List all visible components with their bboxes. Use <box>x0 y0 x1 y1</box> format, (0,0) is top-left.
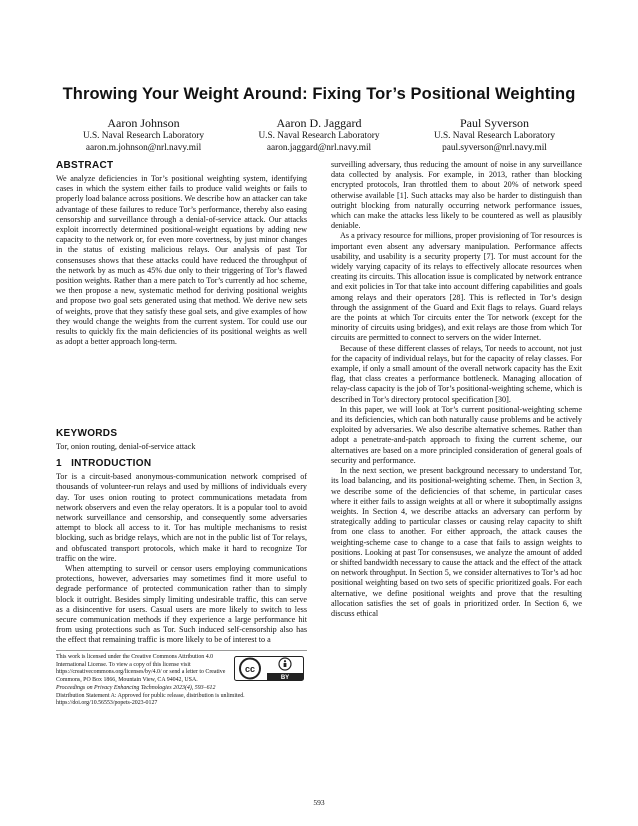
author-affiliation: U.S. Naval Research Laboratory <box>82 131 205 141</box>
body-paragraph-1: surveilling adversary, thus reducing the amount of noise in any surveillance data collected by analysis. For example, in 2013, rather than blocking encrypted protocols, Iran throttled them to about 20% of network speed otherwise available [1]. Such attacks may also be harder to distinguish than outright blocking from naturally occurring network performance issues, which can make the attacks less likely to be countered as well as plausibly deniable. <box>331 160 582 231</box>
right-column-body <box>331 160 582 738</box>
proceedings-citation: Proceedings on Privacy Enhancing Technologies 2023(4), 593–612 <box>56 684 216 691</box>
author-name: Aaron D. Jaggard <box>276 116 362 130</box>
abstract-body <box>56 174 307 422</box>
intro-paragraph-1: Tor is a circuit-based anonymous-communication network comprised of thousands of volunteer-run relays and used by millions of individuals every day. Tor uses onion routing to protect communications metadata from network observers and even the relay operators. It is a popular tool to avoid network surveillance and censorship, and consequently some adversaries attempt to block all access to it. Tor has multiple mechanisms to resist blocking, such as bridge relays, which are not in the public list of Tor relays, and obfuscated transport protocols, which make it hard to recognize Tor traffic on the wire. <box>56 472 307 563</box>
author-email: aaron.m.johnson@nrl.navy.mil <box>85 143 202 153</box>
abstract-heading: ABSTRACT <box>56 160 114 171</box>
page-number: 593 <box>313 798 325 807</box>
cc-logo-text: cc <box>244 664 256 674</box>
intro-paragraph-2: When attempting to surveil or censor users employing communications protections, however, adversaries may sometimes find it more useful to degrade performance of protected communication rather than to simply block it outright. Besides simply limiting undesirable traffic, this can serve as a disincentive for users. Casual users are more likely to switch to less secure communication methods if they experience a large performance hit from using protections such as Tor. Such induced self-censorship also has the effect that remaining traffic is more likely to be of interest to a <box>56 564 307 645</box>
keywords-heading: KEYWORDS <box>56 428 118 439</box>
author-affiliation: U.S. Naval Research Laboratory <box>258 131 380 141</box>
author-name: Aaron Johnson <box>107 116 180 130</box>
author-3 <box>407 116 582 154</box>
author-affiliation: U.S. Naval Research Laboratory <box>433 131 556 141</box>
author-1 <box>56 116 231 154</box>
license-statement: This work is licensed under the Creative Commons Attribution 4.0 International License. To view a copy of this license visit https://creativecommons.org/licenses/by/4.0/ or send a letter to Creative Commons, PO Box 1866, Mountain View, CA 94042, USA. <box>56 654 226 684</box>
author-block <box>56 116 582 154</box>
author-email: paul.syverson@nrl.navy.mil <box>442 143 547 153</box>
by-logo-text: BY <box>280 675 290 681</box>
author-2 <box>232 116 407 154</box>
body-paragraph-5: In the next section, we present background necessary to understand Tor, its load balancing, and its positional-weighting scheme. Then, in Section 3, we describe some of the deficiencies of that scheme, in particular cases where it either fails to assign weights at all or where it suboptimally assigns weights. In Section 4, we describe attacks an adversary can perform by strategically adding to particular classes or causing relay capacity to shift from one class to another. For either approach, the attack causes the weighting-scheme case to change to a case that fails to assign weights to positions. Looking at past Tor consensuses, we analyze the amount of added or shifted bandwidth necessary to cause the attack and the effect of the attack on network throughput. In Section 5, we consider alternatives to Tor’s ad hoc positional weighting based on two sets of specific prioritized goals. For each alternative, we define positional weights and prove that the resulting allocation satisfies the set of goals in prioritized order. In Section 6, we discuss ethical <box>331 466 582 618</box>
right-column <box>331 160 582 738</box>
body-paragraph-2: As a privacy resource for millions, proper provisioning of Tor resources is important even absent any adversary manipulation. Performance affects usability, and usability is a security property [7]. Tor must account for the widely varying capacity of its relays to effectively allocate resources when creating its circuits. This allocation issue is complicated by network entrance and exit policies in Tor that take into account differing capabilities and goals among relays and their operators [28]. This is reflected in Tor’s design through the assignment of the Guard and Exit flags to relays. Guard relays are the points at which Tor circuits enter the Tor network (except for the minority of circuits using bridges), and exit relays are those from which Tor circuits are permitted to connect to servers on the wider Internet. <box>331 231 582 343</box>
doi-link[interactable]: https://doi.org/10.56553/popets-2023-0127 <box>56 700 158 707</box>
paper-title: Throwing Your Weight Around: Fixing Tor’s Positional Weighting <box>62 85 576 103</box>
body-paragraph-4: In this paper, we will look at Tor’s current positional-weighting scheme and its deficiencies, which can both naturally cause problems and be actively exploited by adversaries. We also describe alternative schemes. Rather than adopt a penetrate-and-patch approach to fixing the current scheme, our alternatives are based on a more principled consideration of general goals of security and performance. <box>331 404 582 465</box>
author-name: Paul Syverson <box>460 116 529 130</box>
body-paragraph-3: Because of these different classes of relays, Tor needs to account, not just for the capacity of individual relays, but for the capacity of relay classes. For example, if only a small amount of the overall network capacity has the Exit flag, that class creates a performance bottleneck. Managing allocation of relay-class capacity is the job of Tor’s positional-weighting scheme, which is described in Tor’s directory protocol specification [30]. <box>331 343 582 404</box>
license-footnote <box>56 650 307 708</box>
introduction-heading: 1 INTRODUCTION <box>56 458 152 470</box>
abstract-text: We analyze deficiencies in Tor’s positional weighting system, identifying cases in which the system either fails to produce valid weights or fails to properly load balance across positions. We describe how an attacker can take advantage of these failures to reduce Tor’s performance, thereby also easing censorship and surveillance through a denial-of-service attack. Our attacks exploit incorrectly determined positional-weight equations by adding new capacity to the network or, for even more covertness, by just minor changes in the status of existing malicious relays. Our analysis of past Tor consensuses shows that these attacks could have reduced the throughput of the network by as much as 45% due only to their triggering of Tor’s flawed position weights. Rather than a mere patch to Tor’s currently ad hoc scheme, we then propose a new, systematic method for deriving positional weights and propose two goal sets generated using that method. We derive new sets of weights, prove that they satisfy these goal sets, and give examples of how they would change the weights from the current system. Tor could use our results to quickly fix the main deficiencies of its positional weights as well as adopt a better approach long-term. <box>56 174 307 347</box>
distribution-statement: Distribution Statement A: Approved for public release, distribution is unlimited. <box>56 692 245 699</box>
author-email: aaron.jaggard@nrl.navy.mil <box>266 143 372 153</box>
keywords-text: Tor, onion routing, denial-of-service attack <box>56 442 196 451</box>
left-column <box>56 160 307 717</box>
cc-by-license-badge <box>234 656 304 681</box>
